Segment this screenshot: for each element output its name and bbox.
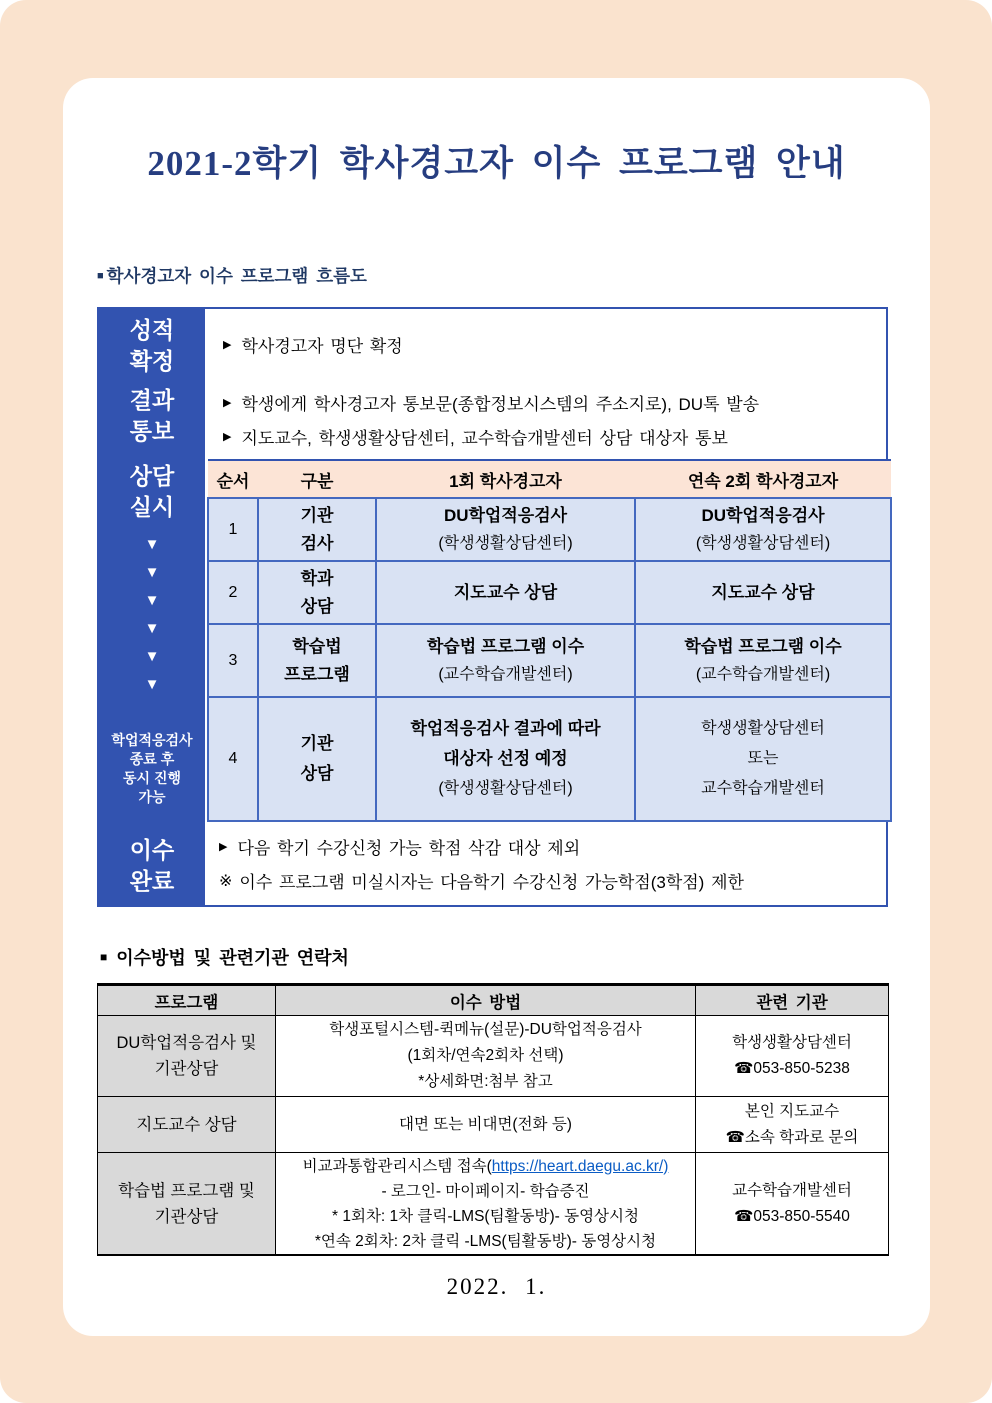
cell-method — [276, 1153, 696, 1256]
triangle-bullet-icon: ▶ — [223, 397, 232, 409]
complete-item — [219, 834, 886, 859]
flow-arrows — [99, 531, 205, 699]
col-header-first-warning: 1회 학사경고자 — [376, 460, 635, 498]
stage-result-label: 결과 통보 — [129, 387, 175, 444]
complete-item-text: 이수 프로그램 미실시자는 다음학기 수강신청 가능학점(3학점) 제한 — [239, 873, 744, 892]
col-header-second-warning: 연속 2회 학사경고자 — [635, 460, 891, 498]
flow-section-heading-label: 학사경고자 이수 프로그램 흐름도 — [106, 266, 367, 286]
cell-order: 4 — [208, 697, 258, 821]
sidebar-note: 학업적응검사 종료 후 동시 진행 가능 — [111, 732, 193, 805]
result-item-text: 학생에게 학사경고자 통보문(종합정보시스템의 주소지로), DU톡 발송 — [241, 395, 760, 414]
cell-category: 학습법 프로그램 — [258, 624, 376, 697]
contact-section-heading — [100, 944, 349, 970]
counseling-table — [207, 459, 892, 822]
cell-second-warning: 학생생활상담센터 또는 교수학습개발센터 — [635, 697, 891, 821]
down-arrow-icon: ▼ — [144, 536, 160, 553]
cell-program: 학습법 프로그램 및 기관상담 — [98, 1153, 276, 1256]
cell-first-warning: 지도교수 상담 — [376, 561, 635, 624]
table-row — [98, 1097, 889, 1153]
complete-item — [219, 868, 886, 893]
contact-section — [97, 983, 889, 1256]
result-item — [223, 390, 886, 415]
cell-category: 기관 검사 — [258, 498, 376, 561]
complete-item-text: 다음 학기 수강신청 가능 학점 삭감 대상 제외 — [237, 839, 581, 858]
flow-content — [205, 309, 886, 905]
square-bullet-icon: ■ — [97, 270, 104, 282]
cell-category: 학과 상담 — [258, 561, 376, 624]
square-bullet-icon: ■ — [100, 950, 108, 964]
cell-second-warning: 지도교수 상담 — [635, 561, 891, 624]
down-arrow-icon: ▼ — [144, 676, 160, 693]
table-row — [98, 1016, 889, 1097]
flow-sidebar — [99, 309, 205, 905]
stage-grade-label: 성적 확정 — [129, 317, 175, 374]
down-arrow-icon: ▼ — [144, 648, 160, 665]
flow-section-heading — [97, 263, 367, 288]
cell-program: DU학업적응검사 및 기관상담 — [98, 1016, 276, 1097]
grade-item — [223, 332, 403, 357]
cell-order: 3 — [208, 624, 258, 697]
cell-program: 지도교수 상담 — [98, 1097, 276, 1153]
cell-first-warning: DU학업적응검사 (학생생활상담센터) — [376, 498, 635, 561]
reference-mark-icon: ※ — [219, 872, 233, 890]
complete-row — [205, 822, 886, 905]
table-row — [208, 498, 891, 561]
contact-section-heading-label: 이수방법 및 관련기관 연락처 — [116, 948, 349, 968]
contact-table-header-row — [98, 985, 889, 1016]
grade-item-text: 학사경고자 명단 확정 — [241, 337, 403, 356]
down-arrow-icon: ▼ — [144, 620, 160, 637]
portal-link[interactable]: https://heart.daegu.ac.kr/) — [491, 1157, 669, 1175]
triangle-bullet-icon: ▶ — [223, 339, 232, 351]
down-arrow-icon: ▼ — [144, 564, 160, 581]
cell-second-warning: 학습법 프로그램 이수 (교수학습개발센터) — [635, 624, 891, 697]
cell-method: 학생포털시스템-퀵메뉴(설문)-DU학업적응검사 (1회차/연속2회차 선택) *상세화면:첨부 참고 — [276, 1016, 696, 1097]
col-header-organization: 관련 기관 — [696, 985, 889, 1016]
triangle-bullet-icon: ▶ — [219, 841, 228, 853]
content-card — [63, 78, 930, 1336]
cell-order: 2 — [208, 561, 258, 624]
triangle-bullet-icon: ▶ — [223, 431, 232, 443]
footer-date: 2022. 1. — [446, 1274, 547, 1299]
col-header-order: 순서 — [208, 460, 258, 498]
cell-category: 기관 상담 — [258, 697, 376, 821]
cell-organization: 본인 지도교수 ☎소속 학과로 문의 — [696, 1097, 889, 1153]
cell-first-warning: 학업적응검사 결과에 따라 대상자 선정 예정 (학생생활상담센터) — [376, 697, 635, 821]
col-header-category: 구분 — [258, 460, 376, 498]
grade-row — [205, 309, 886, 380]
result-row — [205, 380, 886, 459]
table-row — [208, 561, 891, 624]
cell-organization: 학생생활상담센터 ☎053-850-5238 — [696, 1016, 889, 1097]
method-link-line — [276, 1154, 695, 1179]
flow-diagram — [97, 307, 888, 907]
result-item — [223, 424, 886, 449]
page-title: 2021-2학기 학사경고자 이수 프로그램 안내 — [147, 144, 846, 183]
contact-table — [97, 983, 889, 1256]
cell-order: 1 — [208, 498, 258, 561]
cell-second-warning: DU학업적응검사 (학생생활상담센터) — [635, 498, 891, 561]
stage-counsel-label: 상담 실시 — [129, 463, 175, 520]
col-header-method: 이수 방법 — [276, 985, 696, 1016]
table-row — [208, 697, 891, 821]
table-row — [98, 1153, 889, 1256]
counseling-table-header-row — [208, 460, 891, 498]
cell-method: 대면 또는 비대면(전화 등) — [276, 1097, 696, 1153]
col-header-program: 프로그램 — [98, 985, 276, 1016]
method-lines: - 로그인- 마이페이지- 학습증진 * 1회차: 1차 클릭-LMS(팀활동방)- 동영상시청 *연속 2회차: 2차 클릭 -LMS(팀활동방)- 동영상시청 — [314, 1182, 657, 1250]
table-row — [208, 624, 891, 697]
cell-first-warning: 학습법 프로그램 이수 (교수학습개발센터) — [376, 624, 635, 697]
result-item-text: 지도교수, 학생생활상담센터, 교수학습개발센터 상담 대상자 통보 — [241, 429, 728, 448]
cell-organization: 교수학습개발센터 ☎053-850-5540 — [696, 1153, 889, 1256]
down-arrow-icon: ▼ — [144, 592, 160, 609]
stage-complete-label: 이수 완료 — [129, 837, 175, 894]
method-link-prefix: 비교과통합관리시스템 접속( — [302, 1157, 492, 1175]
